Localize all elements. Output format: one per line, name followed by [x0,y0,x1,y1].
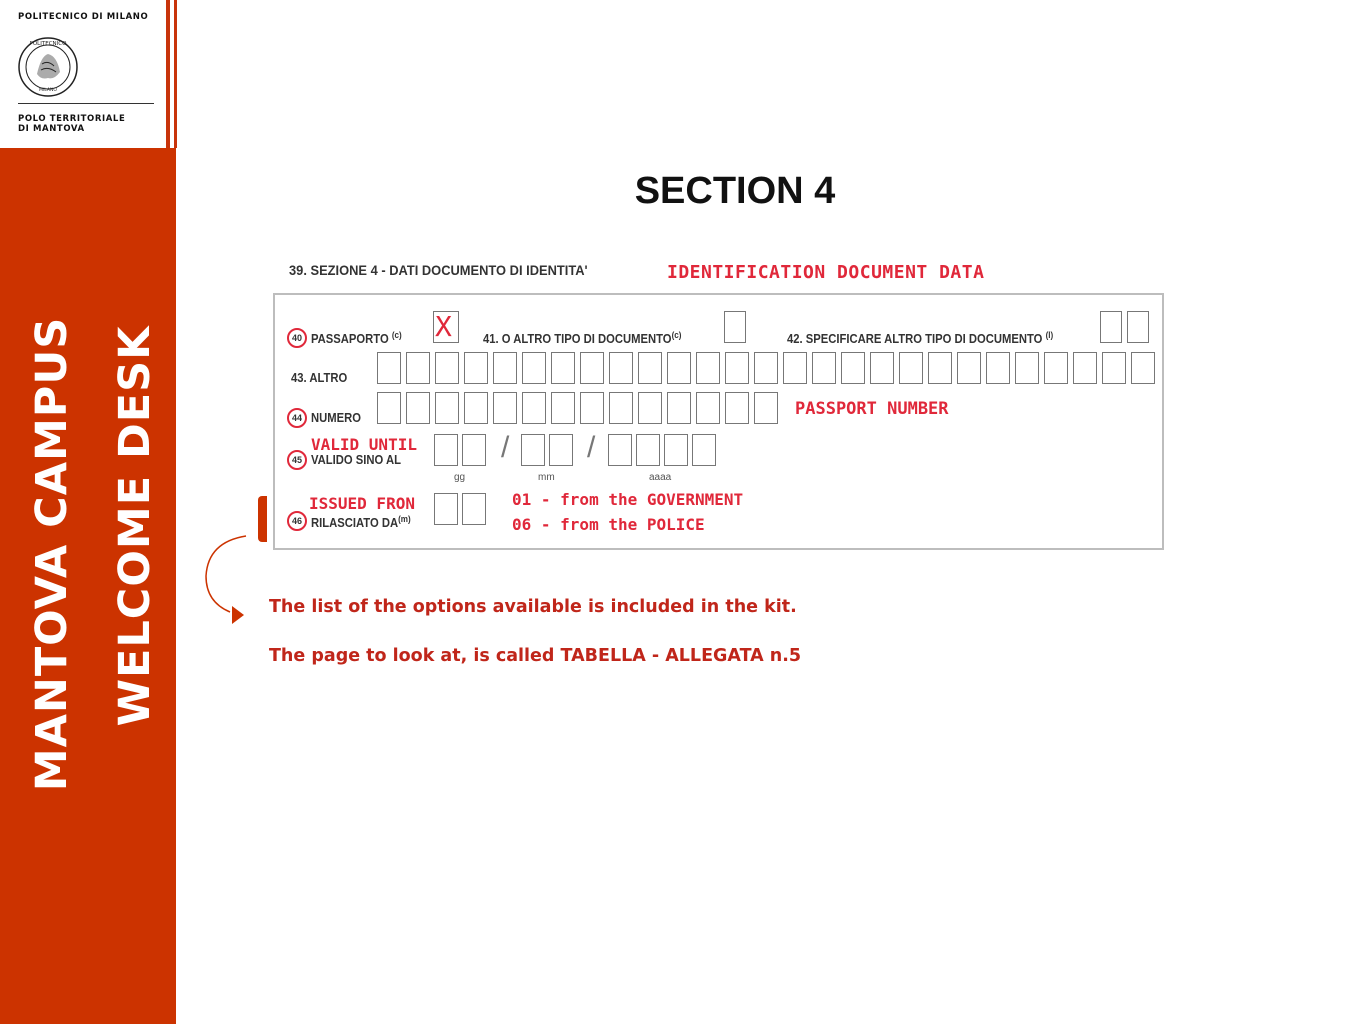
document-number-cell [725,392,749,424]
document-number-cell [493,392,517,424]
passport-checkbox [433,311,459,343]
other-document-cell [696,352,720,384]
other-document-cell [464,352,488,384]
document-number-cell [522,392,546,424]
other-document-cell [928,352,952,384]
sidebar-edge-line [174,0,177,148]
document-number-cell [551,392,575,424]
vertical-title-welcome-desk: WELCOME DESK [110,325,160,727]
issuer-code-cell [462,493,486,525]
logo-divider [18,103,154,104]
other-document-cell [377,352,401,384]
document-number-cell [638,392,662,424]
day-unit-label: gg [454,472,466,483]
specify-document-cell [1127,311,1149,343]
other-document-cell [754,352,778,384]
other-document-cell [1044,352,1068,384]
logo-area [0,0,166,148]
other-document-cell [580,352,604,384]
other-document-cell [406,352,430,384]
other-document-cell [899,352,923,384]
passport-label: PASSAPORTO $^{(c)}$ [311,330,402,347]
campus-line-1: POLO TERRITORIALE [18,114,126,124]
document-number-cell [580,392,604,424]
other-document-cell [812,352,836,384]
field-number-circle: 46 [287,511,307,531]
other-document-cell [725,352,749,384]
specify-document-label: 42. SPECIFICARE ALTRO TIPO DI DOCUMENTO $^{(l)}$ [787,330,1054,347]
other-document-cell [841,352,865,384]
handwritten-option-government: 01 - from the GOVERNMENT [512,490,744,509]
other-document-cell [1131,352,1155,384]
date-separator: / [501,431,510,464]
valid-until-label: VALIDO SINO AL [311,453,401,467]
other-document-cell [609,352,633,384]
sidebar-edge-line [166,0,170,148]
field-number-circle: 44 [287,408,307,428]
other-document-checkbox [724,311,746,343]
other-document-cell [957,352,981,384]
other-label: 43. ALTRO [291,371,348,385]
other-document-cell [551,352,575,384]
other-document-cell [435,352,459,384]
other-document-cell [1073,352,1097,384]
month-unit-label: mm [538,472,555,483]
svg-text:POLITECNICO: POLITECNICO [29,41,67,47]
form-section-heading: 39. SEZIONE 4 - DATI DOCUMENTO DI IDENTITA' [289,262,588,278]
form-image [273,293,1164,550]
university-seal-logo [17,36,79,98]
other-document-cell [986,352,1010,384]
handwritten-passport-number: PASSPORT NUMBER [795,399,949,419]
vertical-title-campus: MANTOVA CAMPUS [27,316,77,792]
institution-name: POLITECNICO DI MILANO [18,12,149,22]
other-document-cell [870,352,894,384]
other-document-cell [493,352,517,384]
handwritten-issued-from: ISSUED FRON [309,494,415,513]
issuer-code-cell [434,493,458,525]
issued-by-label: RILASCIATO DA$^{(m)}$ [311,514,411,531]
document-number-cell [406,392,430,424]
sidebar-band [0,148,176,1024]
other-document-type-label: 41. O ALTRO TIPO DI DOCUMENTO$^{(c)}$ [483,330,682,347]
document-number-cell [609,392,633,424]
handwritten-heading: IDENTIFICATION DOCUMENT DATA [667,262,985,283]
day-cell [462,434,486,466]
year-cell [692,434,716,466]
document-number-cell [464,392,488,424]
year-cell [608,434,632,466]
date-separator: / [587,431,596,464]
note-options-in-kit: The list of the options available is included in the kit. [269,597,797,617]
slide-title: SECTION 4 [634,170,836,212]
curved-arrow-icon [200,532,260,628]
note-tabella-reference: The page to look at, is called TABELLA - ALLEGATA n.5 [269,646,802,666]
document-number-cell [377,392,401,424]
specify-document-cell [1100,311,1122,343]
year-cell [636,434,660,466]
document-number-cell [667,392,691,424]
campus-line-2: DI MANTOVA [18,124,85,134]
handwritten-valid-until: VALID UNTIL [311,435,417,454]
year-cell [664,434,688,466]
checkbox-x-mark: X [435,310,452,343]
year-unit-label: aaaa [649,472,672,483]
other-document-cell [522,352,546,384]
handwritten-option-police: 06 - from the POLICE [512,515,705,534]
month-cell [549,434,573,466]
month-cell [521,434,545,466]
other-document-cell [638,352,662,384]
other-document-cell [1102,352,1126,384]
document-number-cell [435,392,459,424]
field-number-circle: 40 [287,328,307,348]
number-label: NUMERO [311,411,362,425]
other-document-cell [783,352,807,384]
other-document-cell [667,352,691,384]
document-number-cell [754,392,778,424]
document-number-cell [696,392,720,424]
field-number-circle: 45 [287,450,307,470]
other-document-cell [1015,352,1039,384]
svg-text:MILANO: MILANO [39,88,57,93]
day-cell [434,434,458,466]
